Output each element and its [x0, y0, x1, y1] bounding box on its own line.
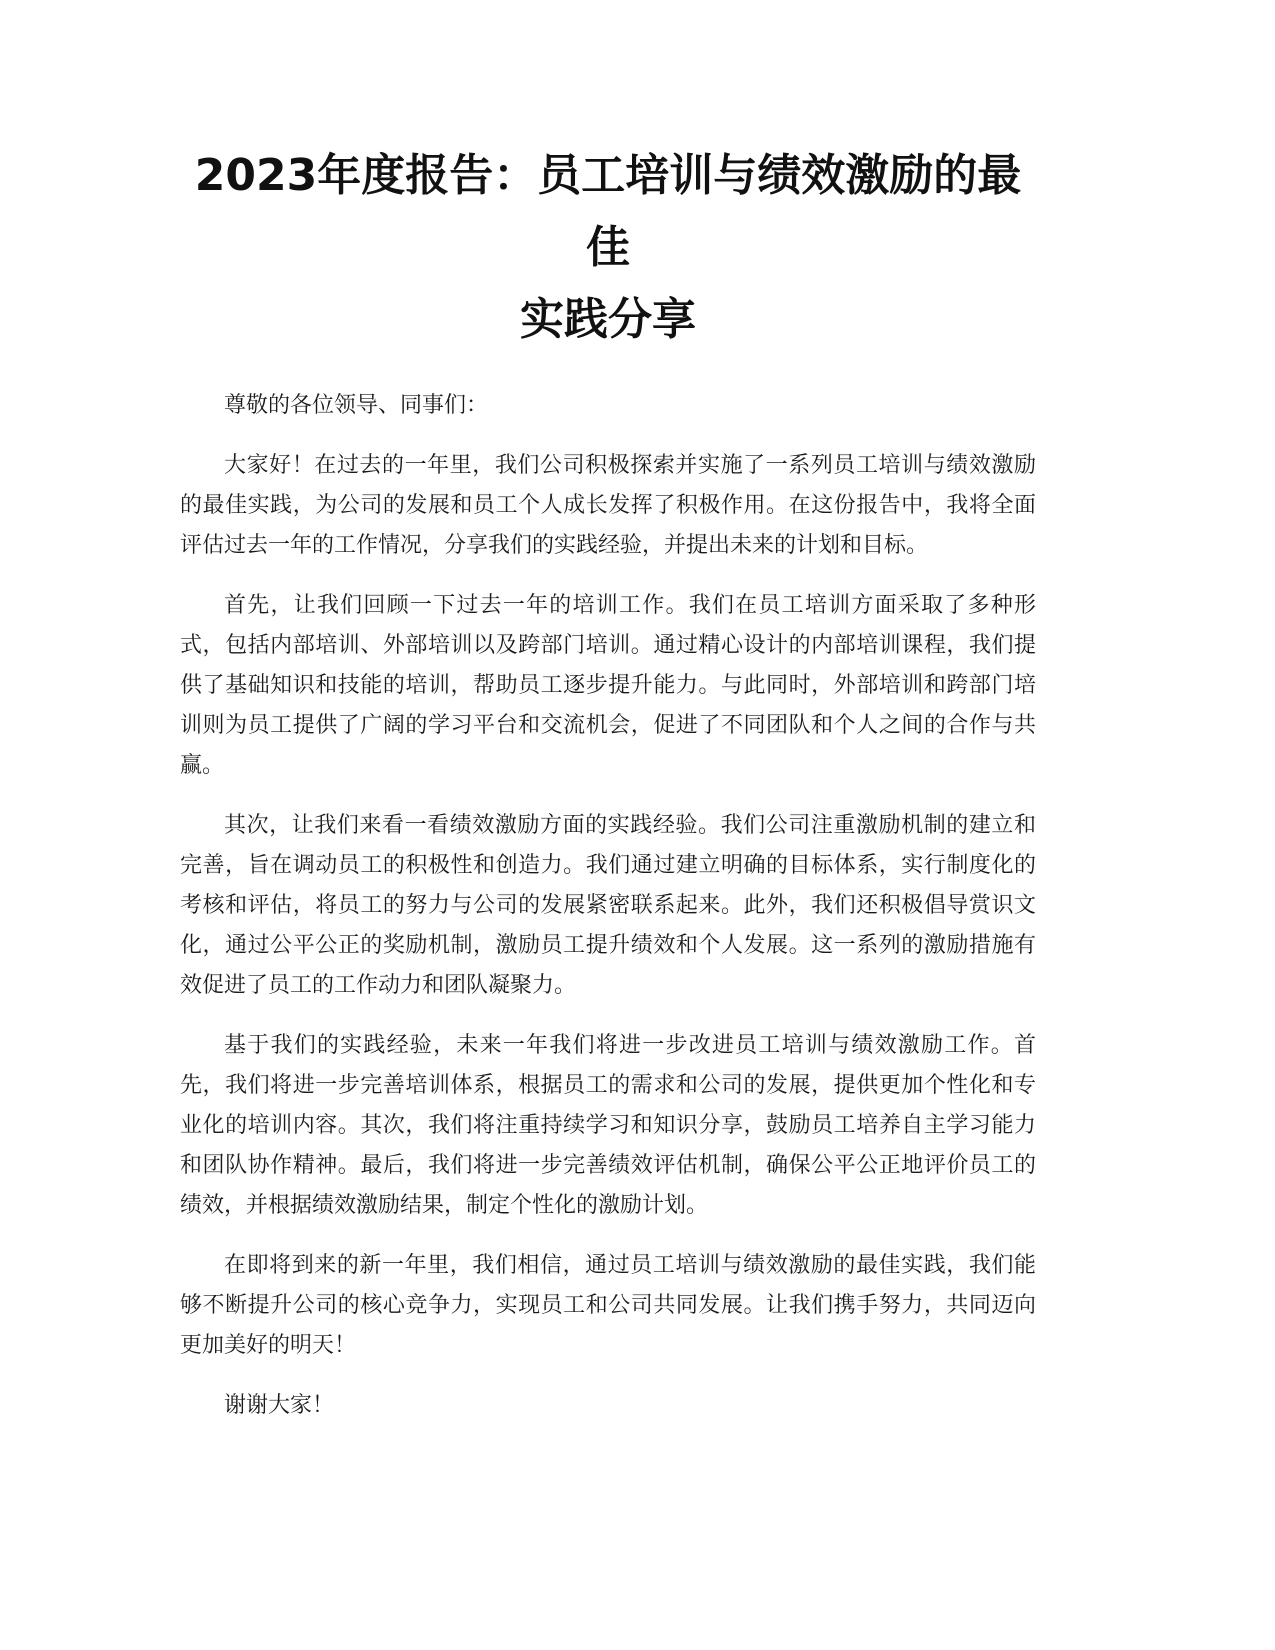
document-body [180, 386, 1036, 1426]
thanks: 谢谢大家！ [224, 1393, 335, 1418]
paragraph-training: 首先，让我们回顾一下过去一年的培训工作。我们在员工培训方面采取了多种形式，包括内部培训、外部培训以及跨部门培训。通过精心设计的内部培训课程，我们提供了基础知识和技能的培训，帮助员工逐步提升能力。与此同时，外部培训和跨部门培训则为员工提供了广阔的学习平台和交流机会，促进了不同团队和个人之间的合作与共赢。 [180, 593, 1036, 778]
paragraph-closing: 在即将到来的新一年里，我们相信，通过员工培训与绩效激励的最佳实践，我们能够不断提升公司的核心竞争力，实现员工和公司共同发展。让我们携手努力，共同迈向更加美好的明天！ [180, 1253, 1036, 1358]
title-line-2: 实践分享 [520, 294, 696, 345]
document-page [180, 140, 1036, 1446]
salutation: 尊敬的各位领导、同事们： [224, 393, 489, 418]
paragraph-future-plan: 基于我们的实践经验，未来一年我们将进一步改进员工培训与绩效激励工作。首先，我们将进一步完善培训体系，根据员工的需求和公司的发展，提供更加个性化和专业化的培训内容。其次，我们将注重持续学习和知识分享，鼓励员工培养自主学习能力和团队协作精神。最后，我们将进一步完善绩效评估机制，确保公平公正地评价员工的绩效，并根据绩效激励结果，制定个性化的激励计划。 [180, 1033, 1036, 1218]
paragraph-incentive: 其次，让我们来看一看绩效激励方面的实践经验。我们公司注重激励机制的建立和完善，旨在调动员工的积极性和创造力。我们通过建立明确的目标体系，实行制度化的考核和评估，将员工的努力与公司的发展紧密联系起来。此外，我们还积极倡导赏识文化，通过公平公正的奖励机制，激励员工提升绩效和个人发展。这一系列的激励措施有效促进了员工的工作动力和团队凝聚力。 [180, 813, 1036, 998]
paragraph-intro: 大家好！在过去的一年里，我们公司积极探索并实施了一系列员工培训与绩效激励的最佳实践，为公司的发展和员工个人成长发挥了积极作用。在这份报告中，我将全面评估过去一年的工作情况，分享我们的实践经验，并提出未来的计划和目标。 [180, 453, 1036, 558]
title-line-1: 2023年度报告：员工培训与绩效激励的最佳 [194, 150, 1022, 273]
page-title [180, 140, 1036, 356]
